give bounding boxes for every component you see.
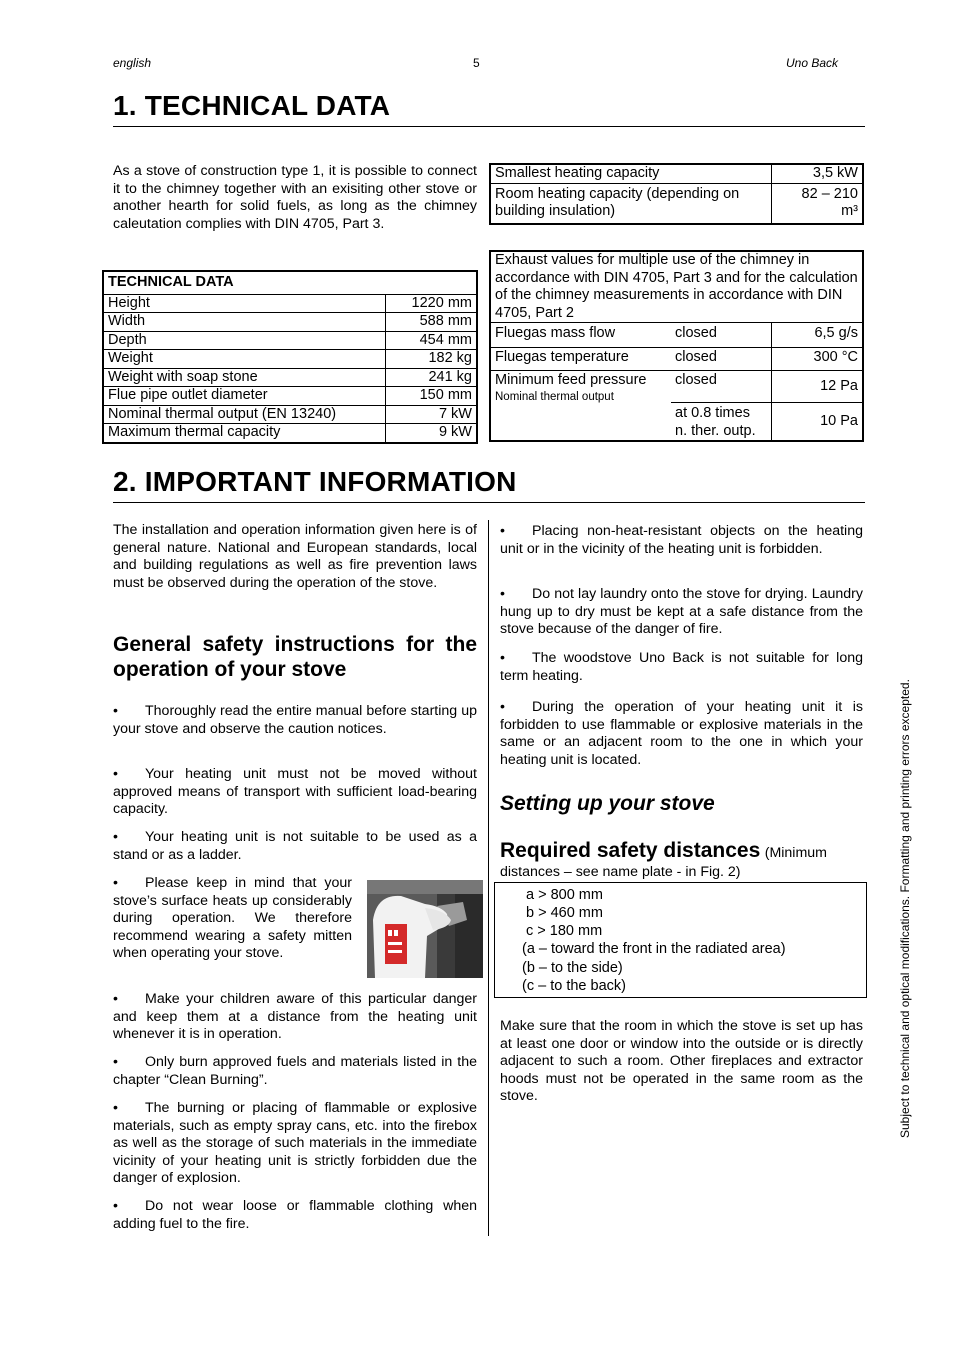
list-item: • The woodstove Uno Back is not suitable for long term heating. <box>500 650 863 684</box>
table-row: Fluegas mass flow closed 6,5 g/s <box>490 323 863 348</box>
list-item: • Make your children aware of this particular danger and keep them at a distance from the heating unit whenever it is in operation. <box>113 991 477 1043</box>
table-row: Room heating capacity (depending on building insulation) 82 – 210 m³ <box>490 183 863 224</box>
table-row: Fluegas temperature closed 300 °C <box>490 347 863 371</box>
list-item: • Only burn approved fuels and materials listed in the chapter “Clean Burning”. <box>113 1054 477 1088</box>
section-1-title: 1. TECHNICAL DATA <box>113 90 391 121</box>
column-divider <box>488 520 489 1236</box>
distance-a-note: (a – toward the front in the radiated area) <box>522 941 786 957</box>
table-row: Nominal thermal output (EN 13240) 7 kW <box>103 405 477 424</box>
header-language: english <box>113 56 152 70</box>
exhaust-table <box>489 250 864 442</box>
table-row: Weight 182 kg <box>103 350 477 369</box>
table-row: Width 588 mm <box>103 313 477 332</box>
distance-c-note: (c – to the back) <box>522 978 626 994</box>
list-item: • Do not lay laundry onto the stove for drying. Laundry hung up to dry must be kept at a safe distance from the stove because of the danger of fire. <box>500 586 863 638</box>
list-item: • During the operation of your heating unit it is forbidden to use flammable or explosive materials in the same or an adjacent room to the one in which your heating unit is located. <box>500 699 863 768</box>
safety-distances-box <box>494 882 867 998</box>
table-row: Height 1220 mm <box>103 294 477 313</box>
technical-data-table <box>102 270 478 444</box>
list-item: • The burning or placing of flammable or explosive materials, such as empty spray cans, etc. into the firebox as well as the storage of such materials in the immediate vicinity of your heating unit is strictly forbidden due the danger of explosion. <box>113 1100 477 1187</box>
distance-a: a > 800 mm <box>526 887 603 903</box>
setup-heading: Setting up your stove <box>500 792 715 815</box>
safety-heading: General safety instructions for the operation of your stove <box>113 633 477 681</box>
table-row: Smallest heating capacity 3,5 kW <box>490 164 863 183</box>
safety-mitten-photo <box>367 880 483 978</box>
section-2-rule <box>113 502 865 503</box>
list-item: • Thoroughly read the entire manual before starting up your stove and observe the caution notices. <box>113 703 477 737</box>
section-1-intro: As a stove of construction type 1, it is possible to connect it to the chimney together with an exisiting other stove or another hearth for solid fuels, as long as the chimney caleutation complies with DIN 4705, Part 3. <box>113 163 477 232</box>
table-row: Minimum feed pressure Nominal thermal output closed 12 Pa <box>490 371 863 403</box>
side-disclaimer: Subject to technical and optical modifications. Formatting and printing errors excepted. <box>898 679 912 1138</box>
table-row: Maximum thermal capacity 9 kW <box>103 424 477 443</box>
distances-heading: Required safety distances <box>500 839 761 862</box>
header-product: Uno Back <box>786 56 839 70</box>
exhaust-table-header: Exhaust values for multiple use of the chimney in accordance with DIN 4705, Part 3 and for the calculation of the chimney measurements in accordance with DIN 4705, Part 2 <box>490 251 863 323</box>
distances-note-line-2: distances – see name plate - in Fig. 2) <box>500 864 741 880</box>
page-number: 5 <box>473 56 480 70</box>
table-row: at 0.8 times n. ther. outp. 10 Pa <box>490 403 863 442</box>
distance-c: c > 180 mm <box>526 923 603 939</box>
distance-b: b > 460 mm <box>526 905 603 921</box>
table-row: Flue pipe outlet diameter 150 mm <box>103 387 477 406</box>
list-item: • Please keep in mind that your stove’s surface heats up considerably during operation. We therefore recommend wearing a safety mitten when operating your stove. <box>113 875 352 962</box>
safety-mitten-image <box>367 880 483 978</box>
list-item: • Your heating unit must not be moved without approved means of transport with sufficient load-bearing capacity. <box>113 766 477 818</box>
list-item: • Do not wear loose or flammable clothing when adding fuel to the fire. <box>113 1198 477 1232</box>
room-requirements-text: Make sure that the room in which the stove is set up has at least one door or window into the outside or is directly adjacent to such a room. Other fireplaces and extractor hoods must not be operated in the same room as the stove. <box>500 1018 863 1105</box>
section-1-rule <box>113 126 865 127</box>
distances-heading-block <box>500 839 870 863</box>
distances-note: (Minimum <box>764 845 827 861</box>
technical-data-header: TECHNICAL DATA <box>103 271 477 294</box>
section-2-title: 2. IMPORTANT INFORMATION <box>113 466 517 497</box>
table-row: Weight with soap stone 241 kg <box>103 368 477 387</box>
list-item: • Placing non-heat-resistant objects on the heating unit or in the vicinity of the heating unit is forbidden. <box>500 523 863 557</box>
section-2-intro: The installation and operation information given here is of general nature. National and European standards, local and building regulations as well as fire prevention laws must be observed during the operation of the stove. <box>113 522 477 591</box>
distance-b-note: (b – to the side) <box>522 960 623 976</box>
capacity-table <box>489 163 864 225</box>
table-row: Depth 454 mm <box>103 331 477 350</box>
list-item: • Your heating unit is not suitable to be used as a stand or as a ladder. <box>113 829 477 863</box>
